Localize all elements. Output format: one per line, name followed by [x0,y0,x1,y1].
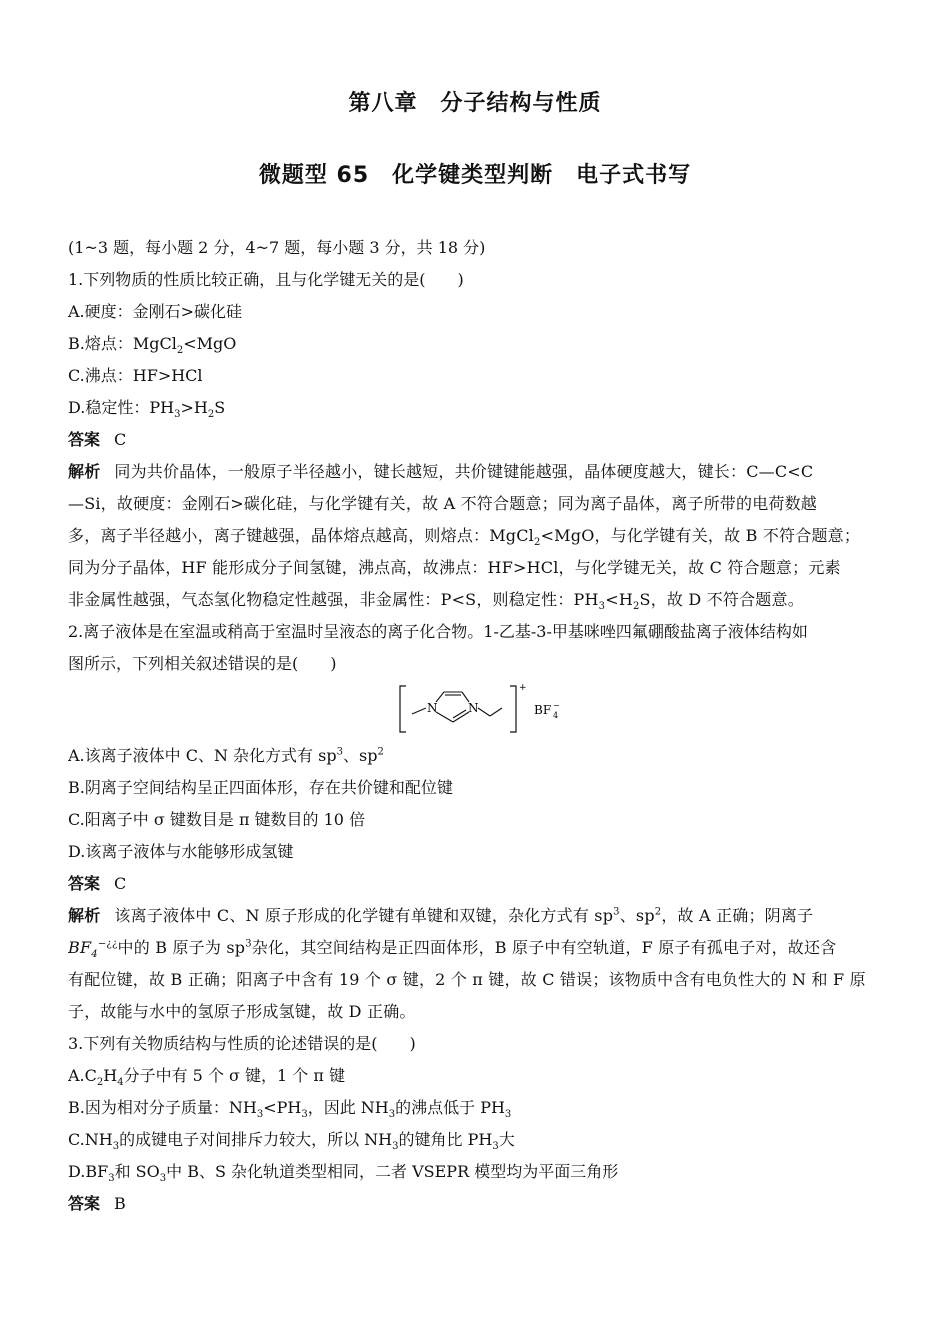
q1-option-d: D.稳定性：$PH_3>H_2S$ [68,398,226,421]
q2-stem-1: 2.离子液体是在室温或稍高于室温时呈液态的离子化合物。1-乙基-3-甲基咪唑四氟硼酸盐离子液体结构如 [68,622,808,641]
q3-stem: 3.下列有关物质结构与性质的论述错误的是( ) [68,1034,416,1053]
q2-option-d: D.该离子液体与水能够形成氢键 [68,842,294,861]
q2-option-b: B.阴离子空间结构呈正四面体形，存在共价键和配位键 [68,778,453,797]
ring-double-bond [453,710,466,718]
q1-explanation-2: —Si，故硬度：金刚石>碳化硅，与化学键有关，故 A 不符合题意；同为离子晶体，离子所带的电荷数越 [68,494,818,513]
imidazolium-structure-diagram [398,680,628,738]
section-title: 微题型 65 化学键类型判断 电子式书写 [258,163,692,188]
q1-explanation-1: 解析 同为共价晶体，一般原子半径越小，键长越短，共价键键能越强，晶体硬度越大，键长：C—C<C [68,462,814,481]
q1-option-b: B.熔点：MgCl$_2$<MgO [68,334,237,357]
anion-formula: BF [534,703,552,717]
q3-option-b: B.因为相对分子质量：$NH_3<PH_3$，因此 $NH_3$的沸点低于 $PH_3$ [68,1098,512,1121]
ethyl-bond [490,708,502,716]
cation-charge: + [519,683,527,693]
q1-option-c: C.沸点：HF>HCl [68,366,203,385]
q2-explanation-4: 子，故能与水中的氢原子形成氢键，故 D 正确。 [68,1002,416,1021]
scoring-note: (1~3 题，每小题 2 分，4~7 题，每小题 3 分，共 18 分) [68,238,486,257]
anion-charge: − [553,701,560,710]
q3-answer: 答案 B [68,1194,126,1213]
q2-explanation-1: 解析 该离子液体中 C、N 原子形成的化学键有单键和双键，杂化方式有 $sp^3$、$sp^2$，故 A 正确；阴离子 [68,906,814,925]
q2-answer: 答案 C [68,874,127,893]
q1-answer: 答案 C [68,430,127,449]
q1-stem: 1.下列物质的性质比较正确，且与化学键无关的是( ) [68,270,464,289]
ring-bond [436,712,453,722]
q1-option-a: A.硬度：金刚石>碳化硅 [68,302,243,321]
q2-stem-2: 图所示，下列相关叙述错误的是( ) [68,654,337,673]
ethyl-bond [478,708,490,716]
q3-option-a: $A.C_2H_4$分子中有 5 个 σ 键，1 个 π 键 [68,1066,345,1089]
right-bracket [510,686,516,732]
document-body [68,232,884,1220]
q3-option-c: $C.NH_3$的成键电子对间排斥力较大，所以 $NH_3$的键角比 $PH_3$大 [68,1130,515,1153]
chapter-title: 第八章 分子结构与性质 [348,91,602,116]
anion-subscript: 4 [553,711,559,720]
q1-explanation-3: 多，离子半径越小，离子键越强，晶体熔点越高，则熔点：MgCl$_2$<MgO，与化学键有关，故 B 不符合题意； [68,526,861,549]
ring-nitrogen-1: N [427,701,438,715]
q2-explanation-3: 有配位键，故 B 正确；阳离子中含有 19 个 σ 键，2 个 π 键，故 C 错误；该物质中含有电负性大的 N 和 F 原 [68,970,866,989]
q2-explanation-2: $BF_4^{-¿¿}$中的 B 原子为 $sp^3$杂化，其空间结构是正四面体形，B 原子中有空轨道，F 原子有孤电子对，故还含 [68,938,837,961]
left-bracket [400,686,406,732]
q2-structure-figure [68,680,884,740]
ring-nitrogen-2: N [468,701,479,715]
q3-option-d: $D.BF_3$和 $SO_3$中 B、S 杂化轨道类型相同，二者 VSEPR 模型均为平面三角形 [68,1162,619,1185]
methyl-bond [412,708,426,714]
q1-explanation-5: 非金属性越强，气态氢化物稳定性越强，非金属性：P<S，则稳定性：$PH_3<H_2S$，故 D 不符合题意。 [68,590,804,613]
q2-option-a: A.该离子液体中 C、N 杂化方式有 $sp^3$、$sp^2$ [68,746,384,765]
q2-option-c: C.阳离子中 σ 键数目是 π 键数目的 10 倍 [68,810,366,829]
q1-explanation-4: 同为分子晶体，HF 能形成分子间氢键，沸点高，故沸点：HF>HCl，与化学键无关，故 C 符合题意；元素 [68,558,841,577]
